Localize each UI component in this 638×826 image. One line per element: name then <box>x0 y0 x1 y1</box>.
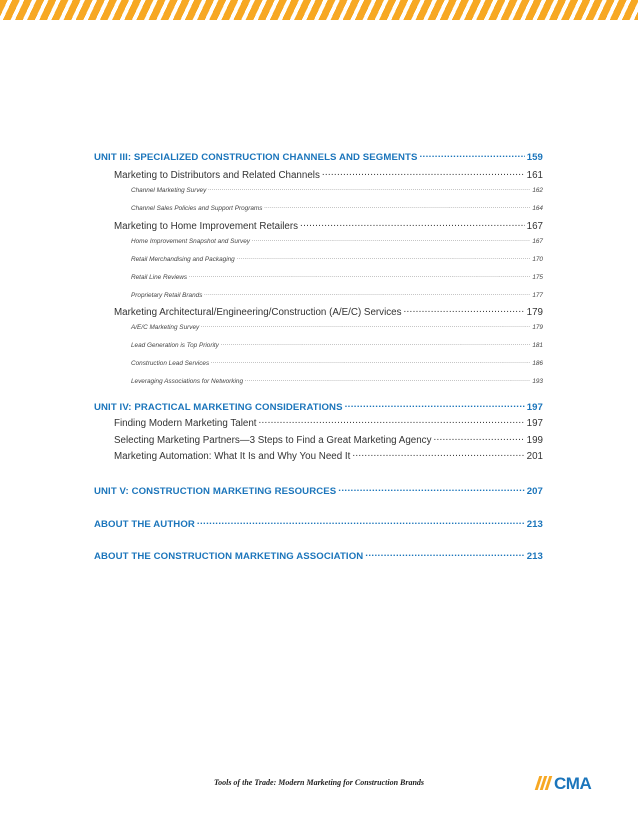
dot-leader <box>208 186 530 192</box>
logo-wordmark: CMA <box>554 773 592 793</box>
toc-entry-page: 213 <box>526 518 543 530</box>
dot-leader <box>300 219 525 229</box>
toc-entry-label: Proprietary Retail Brands <box>131 292 203 300</box>
toc-entry-home-snapshot[interactable] <box>94 237 543 245</box>
toc-entry-marketing-automation[interactable] <box>94 449 543 462</box>
toc-entry-label: Marketing Automation: What It Is and Why You Need It <box>114 450 351 462</box>
toc-entry-page: 213 <box>526 550 543 562</box>
toc-entry-label: UNIT IV: PRACTICAL MARKETING CONSIDERATIONS <box>94 401 343 413</box>
toc-entry-page: 177 <box>532 292 543 300</box>
toc-entry-label: Construction Lead Services <box>131 360 210 368</box>
toc-entry-marketing-talent[interactable] <box>94 416 543 429</box>
dot-leader <box>237 255 531 261</box>
dot-leader <box>259 416 525 426</box>
toc-entry-lead-generation[interactable] <box>94 341 543 349</box>
toc-entry-unit-4[interactable] <box>94 400 543 413</box>
toc-entry-label: Leveraging Associations for Networking <box>131 378 244 386</box>
dot-leader <box>245 377 530 383</box>
toc-entry-about-cma[interactable] <box>94 549 543 562</box>
toc-entry-retail-merchandising[interactable] <box>94 255 543 263</box>
toc-entry-aec-survey[interactable] <box>94 323 543 331</box>
cma-logo <box>537 773 591 793</box>
toc-entry-page: 162 <box>532 187 543 195</box>
toc-entry-page: 181 <box>532 342 543 350</box>
dot-leader <box>264 204 530 210</box>
toc-entry-label: Lead Generation is Top Priority <box>131 342 219 350</box>
toc-entry-label: UNIT III: SPECIALIZED CONSTRUCTION CHANNELS AND SEGMENTS <box>94 151 418 163</box>
toc-entry-label: Channel Marketing Survey <box>131 187 207 195</box>
toc-entry-proprietary-brands[interactable] <box>94 291 543 299</box>
dot-leader <box>252 237 530 243</box>
toc-entry-label: Home Improvement Snapshot and Survey <box>131 238 250 246</box>
toc-entry-channel-policies[interactable] <box>94 204 543 212</box>
toc-entry-marketing-partners[interactable] <box>94 433 543 446</box>
toc-entry-page: 179 <box>526 306 543 318</box>
toc-entry-label: UNIT V: CONSTRUCTION MARKETING RESOURCES <box>94 485 337 497</box>
toc-entry-page: 175 <box>532 274 543 282</box>
toc-entry-label: Selecting Marketing Partners—3 Steps to Find a Great Marketing Agency <box>114 434 432 446</box>
toc-entry-page: 167 <box>532 238 543 246</box>
toc-entry-unit-3[interactable] <box>94 150 543 163</box>
toc-entry-aec-services[interactable] <box>94 305 543 318</box>
dot-leader <box>201 323 530 329</box>
toc-entry-label: Finding Modern Marketing Talent <box>114 417 257 429</box>
dot-leader <box>404 305 525 315</box>
footer-book-title: Tools of the Trade: Modern Marketing for Construction Brands <box>213 778 425 787</box>
dot-leader <box>204 291 530 297</box>
toc-entry-label: ABOUT THE AUTHOR <box>94 518 195 530</box>
toc-entry-label: ABOUT THE CONSTRUCTION MARKETING ASSOCIATION <box>94 550 364 562</box>
toc-entry-home-improvement[interactable] <box>94 219 543 232</box>
toc-entry-page: 179 <box>532 324 543 332</box>
toc-entry-page: 207 <box>526 485 543 497</box>
toc-entry-about-author[interactable] <box>94 517 543 530</box>
toc-entry-page: 197 <box>526 401 543 413</box>
dot-leader <box>197 517 525 527</box>
toc-entry-page: 167 <box>526 220 543 232</box>
dot-leader <box>322 168 525 178</box>
toc-entry-page: 201 <box>526 450 543 462</box>
toc-entry-associations[interactable] <box>94 377 543 385</box>
logo-slashes-icon <box>537 776 552 790</box>
dot-leader <box>419 150 524 160</box>
toc-entry-page: 161 <box>526 169 543 181</box>
toc-entry-lead-services[interactable] <box>94 359 543 367</box>
dot-leader <box>433 433 524 443</box>
toc-entry-page: 170 <box>532 256 543 264</box>
toc-entry-label: Retail Line Reviews <box>131 274 188 282</box>
toc-entry-page: 159 <box>526 151 543 163</box>
dot-leader <box>365 549 524 559</box>
toc-entry-label: Channel Sales Policies and Support Programs <box>131 205 263 213</box>
decorative-stripe-header <box>0 0 638 20</box>
toc-entry-label: A/E/C Marketing Survey <box>131 324 200 332</box>
toc-entry-distributors[interactable] <box>94 168 543 181</box>
toc-entry-page: 193 <box>532 378 543 386</box>
dot-leader <box>338 484 524 494</box>
toc-entry-channel-survey[interactable] <box>94 186 543 194</box>
toc-entry-label: Marketing Architectural/Engineering/Construction (A/E/C) Services <box>114 306 402 318</box>
dot-leader <box>345 400 525 410</box>
toc-entry-page: 186 <box>532 360 543 368</box>
toc-entry-page: 199 <box>526 434 543 446</box>
dot-leader <box>211 359 530 365</box>
toc-entry-label: Marketing to Home Improvement Retailers <box>114 220 299 232</box>
toc-entry-unit-5[interactable] <box>94 484 543 497</box>
dot-leader <box>352 449 524 459</box>
toc-entry-retail-reviews[interactable] <box>94 273 543 281</box>
toc-entry-label: Marketing to Distributors and Related Channels <box>114 169 320 181</box>
dot-leader <box>221 341 530 347</box>
toc-entry-page: 164 <box>532 205 543 213</box>
dot-leader <box>189 273 530 279</box>
toc-entry-label: Retail Merchandising and Packaging <box>131 256 235 264</box>
toc-entry-page: 197 <box>526 417 543 429</box>
